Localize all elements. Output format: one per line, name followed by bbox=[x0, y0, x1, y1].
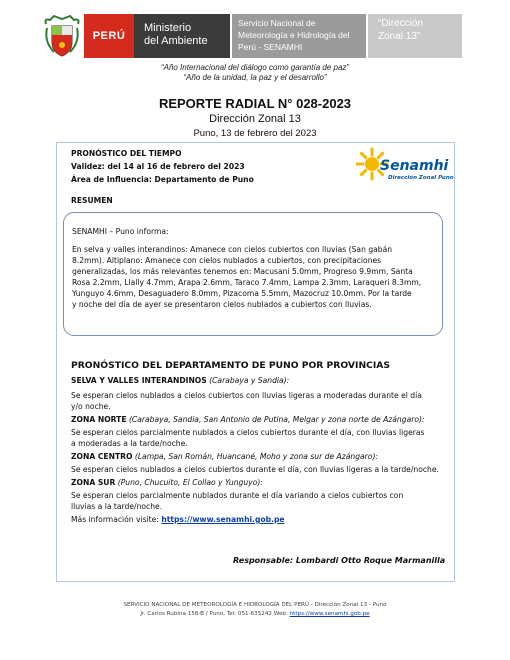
area-text: Área de Influencia: Departamento de Puno bbox=[71, 175, 254, 184]
footer-address: Jr. Carlos Rubina 158-B / Puno, Tel: 051-635242 Web: bbox=[140, 611, 288, 617]
zone-label bbox=[368, 14, 462, 58]
agency-label bbox=[232, 14, 366, 58]
motto-2: “Año de la unidad, la paz y el desarrollo” bbox=[183, 73, 327, 82]
report-date: Puno, 13 de febrero del 2023 bbox=[193, 128, 317, 139]
forecast-heading: PRONÓSTICO DEL TIEMPO bbox=[71, 149, 182, 158]
summary-line: generalizadas, los más relevantes tenemos en: Macusani 5.0mm, Progreso 9.9mm, Santa bbox=[72, 267, 413, 276]
summary-intro: SENAMHI – Puno informa: bbox=[72, 227, 169, 236]
agency-line-3: Perú - SENAMHI bbox=[238, 42, 303, 52]
norte-line: Se esperan cielos parcialmente nublados a cielos cubiertos durante el día, con lluvias ligeras bbox=[71, 428, 425, 437]
sur-line: Se esperan cielos parcialmente nublados durante el día variando a cielos cubiertos con bbox=[71, 491, 404, 500]
summary-line: y noche del día de ayer se presentaron cielos nublados a cubiertos con lluvias. bbox=[72, 300, 372, 309]
provinces-body bbox=[71, 375, 451, 525]
summary-line: En selva y valles interandinos: Amanece con cielos cubiertos con lluvias (San gabán bbox=[72, 245, 393, 254]
centro-places: (Lampa, San Román, Huancané, Moho y zona sur de Azángaro): bbox=[134, 452, 378, 461]
summary-line: Yunguyo 4.6mm, Desaguadero 8.0mm, Pizacoma 5.5mm, Mazocruz 10.0mm. Por la tarde bbox=[72, 289, 412, 298]
report-title: REPORTE RADIAL N° 028-2023 bbox=[158, 96, 352, 111]
footer-website-link[interactable]: https://www.senamhi.gob.pe bbox=[289, 611, 370, 617]
senamhi-website-link[interactable]: https://www.senamhi.gob.pe bbox=[161, 515, 285, 524]
ministry-label bbox=[134, 14, 230, 58]
norte-label: ZONA NORTE bbox=[71, 415, 127, 424]
norte-line: a moderadas a la tarde/noche. bbox=[71, 439, 188, 448]
selva-line: y/o noche. bbox=[71, 402, 111, 411]
selva-label: SELVA Y VALLES INTERANDINOS bbox=[71, 376, 207, 385]
norte-places: (Carabaya, Sandia, San Antonio de Putina, Melgar y zona norte de Azángaro): bbox=[128, 415, 425, 424]
logo-tagline: Dirección Zonal Puno bbox=[388, 175, 454, 181]
selva-places: (Carabaya y Sandia): bbox=[209, 376, 290, 385]
summary-label: RESUMEN bbox=[71, 196, 113, 205]
more-info-label: Más información visite: bbox=[71, 515, 159, 524]
sur-places: (Puno, Chucuito, El Collao y Yunguyo): bbox=[117, 478, 263, 487]
sur-label: ZONA SUR bbox=[71, 478, 116, 487]
provinces-heading: PRONÓSTICO DEL DEPARTAMENTO DE PUNO POR PROVINCIAS bbox=[71, 360, 391, 371]
logo-name: Senamhi bbox=[380, 158, 449, 174]
summary-line: Rosa 2.2mm, Llally 4.7mm, Arapa 2.6mm, Taraco 7.4mm, Lampa 2.3mm, Laraqueri 8.3mm, bbox=[72, 278, 422, 287]
responsible-text: Responsable: Lombardi Otto Roque Marmanilla bbox=[233, 556, 446, 565]
footer-line-1: SERVICIO NACIONAL DE METEOROLOGÍA E HIDROLOGÍA DEL PERÚ - Dirección Zonal 13 - Puno bbox=[123, 602, 387, 608]
country-label: PERÚ bbox=[84, 14, 134, 58]
centro-line: Se esperan cielos nublados a cielos cubiertos durante el día, con lluvias ligeras a la tarde/noche. bbox=[71, 465, 439, 474]
agency-line-2: Meteorología e Hidrología del bbox=[238, 30, 350, 40]
peru-coat-of-arms-logo bbox=[42, 14, 82, 58]
summary-line: 8.2mm). Altiplano: Amanece con cielos nublados a cubiertos, con precipitaciones bbox=[72, 256, 382, 265]
zone-line-1: “Dirección bbox=[378, 18, 424, 29]
zone-line-2: Zonal 13” bbox=[378, 31, 421, 42]
summary-body bbox=[72, 244, 438, 310]
sur-line: lluvias a la tarde/noche. bbox=[71, 502, 163, 511]
centro-label: ZONA CENTRO bbox=[71, 452, 133, 461]
motto-1: “Año Internacional del diálogo como garantía de paz” bbox=[160, 63, 350, 72]
report-direction: Dirección Zonal 13 bbox=[209, 113, 301, 125]
selva-line: Se esperan cielos nublados a cielos cubiertos con lluvias ligeras a moderadas durante el día bbox=[71, 391, 422, 400]
ministry-line-2: del Ambiente bbox=[144, 35, 208, 47]
footer-line-2 bbox=[0, 611, 510, 617]
validity-text: Validez: del 14 al 16 de febrero del 2023 bbox=[71, 162, 245, 171]
agency-line-1: Servicio Nacional de bbox=[238, 18, 316, 28]
ministry-line-1: Ministerio bbox=[144, 22, 192, 34]
